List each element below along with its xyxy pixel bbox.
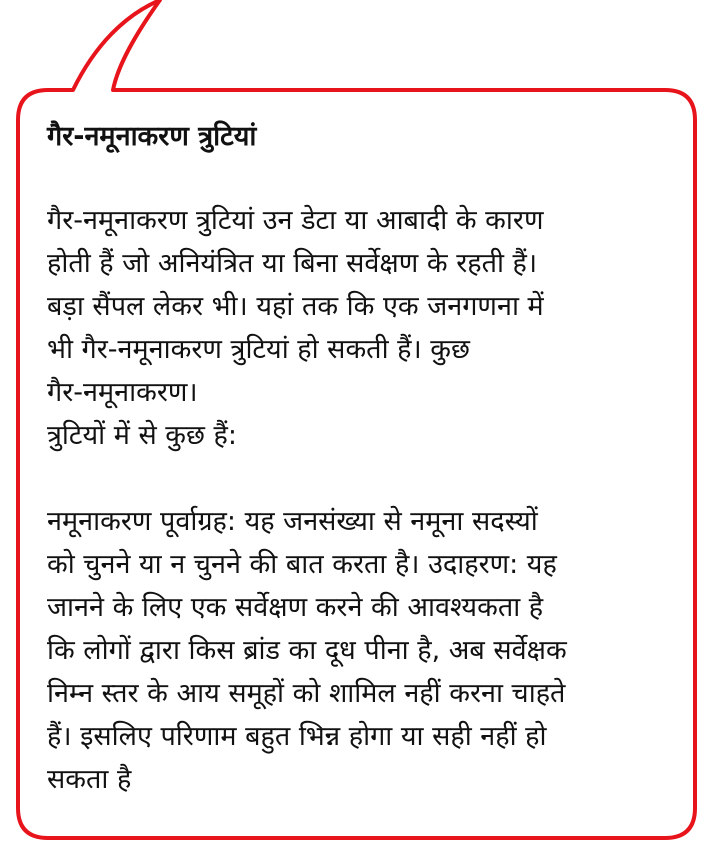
paragraph-intro: गैर-नमूनाकरण त्रुटियां उन डेटा या आबादी के कारण होती हैं जो अनियंत्रित या बिना सर्वेक्षण के रहती हैं। बड़ा सैंपल लेकर भी। यहां तक कि एक जनगणना में भी गैर-नमूनाकरण त्रुटियां हो सकती हैं। कुछ गैर-नमूनाकरण। त्रुटियों में से कुछ हैं: bbox=[47, 205, 544, 451]
paragraph-sampling-bias: नमूनाकरण पूर्वाग्रह: यह जनसंख्या से नमूना सदस्यों को चुनने या न चुनने की बात करता है। उदाहरण: यह जानने के लिए एक सर्वेक्षण करने की आवश्यकता है कि लोगों द्वारा किस ब्रांड का दूध पीना है, अब सर्वेक्षक निम्न स्तर के आय समूहों को शामिल नहीं करना चाहते हैं। इसलिए परिणाम बहुत भिन्न होगा या सही नहीं हो सकता है bbox=[47, 506, 567, 795]
spacer bbox=[47, 156, 687, 199]
spacer bbox=[47, 457, 687, 500]
card-title: गैर-नमूनाकरण त्रुटियां bbox=[47, 121, 257, 152]
bubble-content bbox=[47, 118, 687, 801]
